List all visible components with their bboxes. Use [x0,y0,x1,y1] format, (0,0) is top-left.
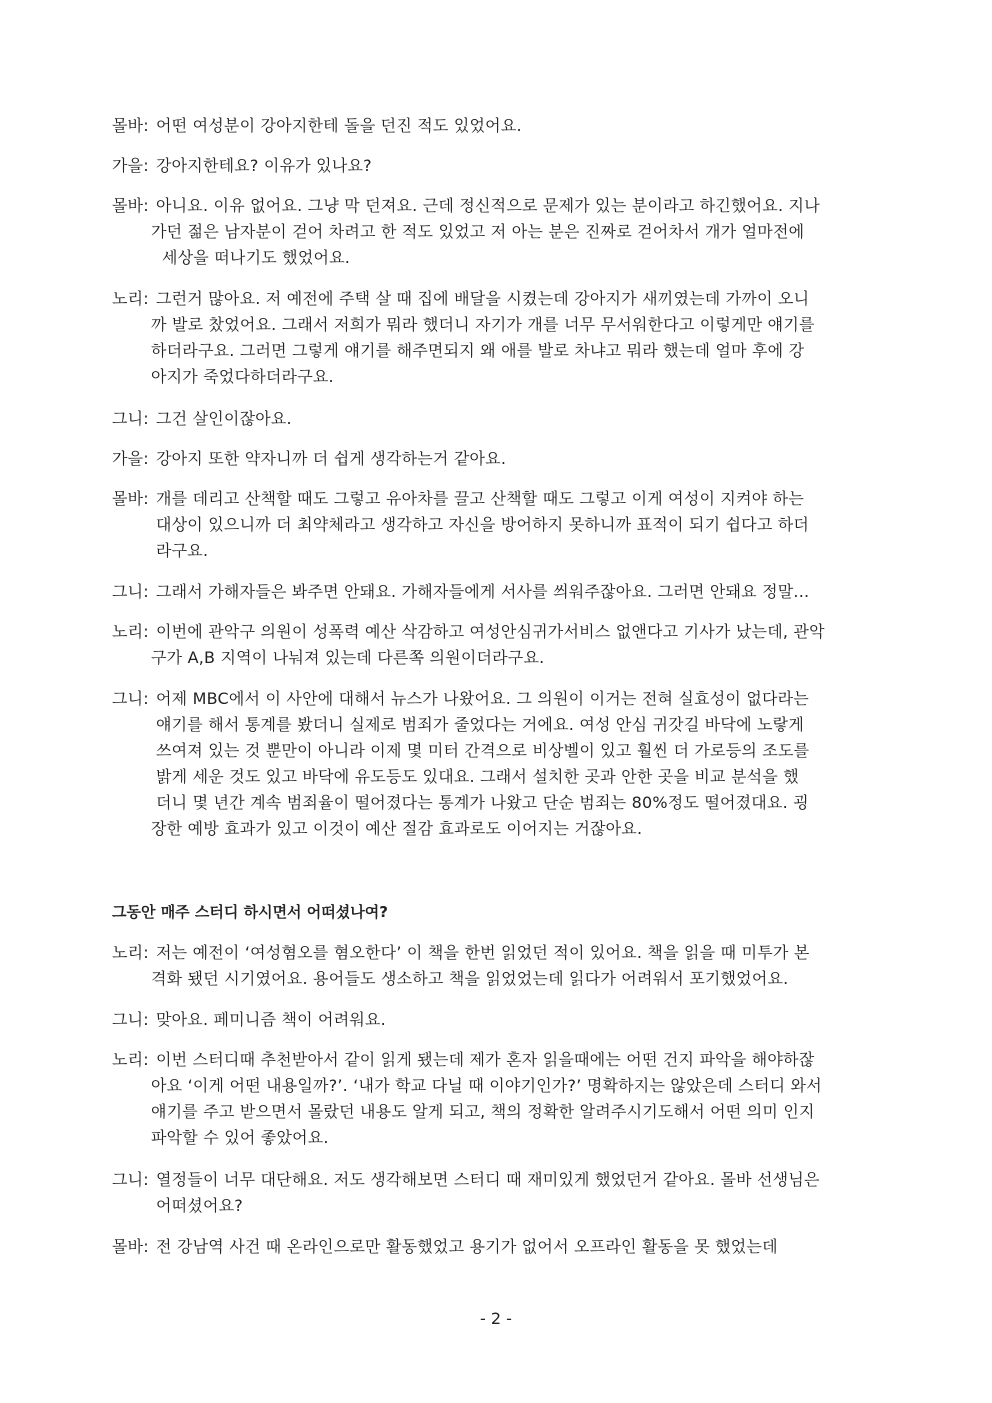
dialogue-line: 쓰여져 있는 것 뿐만이 아니라 이제 몇 미터 간격으로 비상벨이 있고 훨씬 더 가로등의 조도를 [156,741,810,760]
dialogue-line: 개를 데리고 산책할 때도 그렇고 유아차를 끌고 산책할 때도 그렇고 이게 여성이 지켜야 하는 [156,489,804,508]
dialogue-entry [112,579,892,605]
dialogue-entry [112,619,892,671]
dialogue-line: 저는 예전이 ‘여성혐오를 혐오한다’ 이 책을 한번 읽었던 적이 있어요. 책을 읽을 때 미투가 본 [156,943,810,962]
dialogue-entry [112,113,892,139]
dialogue-entry [112,446,892,472]
speaker-label: 가을: [112,449,149,468]
speaker-label: 노리: [112,289,149,308]
dialogue-line: 얘기를 주고 받으면서 몰랐던 내용도 알게 되고, 책의 정확한 알려주시기도해서 어떤 의미 인지 [151,1102,815,1121]
section-heading: 그동안 매주 스터디 하시면서 어떠셨나여? [112,903,388,921]
dialogue-line: 파악할 수 있어 좋았어요. [151,1128,329,1147]
dialogue-line: 더니 몇 년간 계속 범죄율이 떨어졌다는 통계가 나왔고 단순 범죄는 80%정도 떨어졌대요. 굉 [156,793,809,812]
dialogue-line: 아요 ‘이게 어떤 내용일까?’. ‘내가 학교 다닐 때 이야기인가?’ 명확하지는 않았은데 스터디 와서 [151,1076,822,1095]
dialogue-line: 어제 MBC에서 이 사안에 대해서 뉴스가 나왔어요. 그 의원이 이거는 전혀 실효성이 없다라는 [156,689,809,708]
dialogue-entry [112,1234,892,1260]
dialogue-entry [112,406,892,432]
dialogue-line: 장한 예방 효과가 있고 이것이 예산 절감 효과로도 이어지는 거잖아요. [151,819,643,838]
dialogue-entry [112,286,892,390]
dialogue-line: 구가 A,B 지역이 나눠져 있는데 다른쪽 의원이더라구요. [151,648,545,667]
dialogue-line: 아지가 죽었다하더라구요. [151,367,334,386]
dialogue-line: 그런거 많아요. 저 예전에 주택 살 때 집에 배달을 시켰는데 강아지가 새끼였는데 가까이 오니 [156,289,810,308]
dialogue-line: 가던 젊은 남자분이 걷어 차려고 한 적도 있었고 저 아는 분은 진짜로 걷어차서 개가 얼마전에 [151,222,805,241]
speaker-label: 몰바: [112,489,149,508]
dialogue-line: 아니요. 이유 없어요. 그냥 막 던져요. 근데 정신적으로 문제가 있는 분이라고 하긴했어요. 지나 [156,196,820,215]
page-number: - 2 - [480,1309,512,1328]
dialogue-entry [112,486,892,564]
dialogue-entry [112,153,892,179]
dialogue-line: 강아지한테요? 이유가 있나요? [156,156,372,175]
dialogue-line: 열정들이 너무 대단해요. 저도 생각해보면 스터디 때 재미있게 했었던거 같아요. 몰바 선생님은 [156,1170,820,1189]
dialogue-line: 어떠셨어요? [156,1196,243,1215]
dialogue-line: 어떤 여성분이 강아지한테 돌을 던진 적도 있었어요. [156,116,522,135]
speaker-label: 그니: [112,689,149,708]
speaker-label: 노리: [112,622,149,641]
dialogue-line: 밝게 세운 것도 있고 바닥에 유도등도 있대요. 그래서 설치한 곳과 안한 곳을 비교 분석을 했 [156,767,799,786]
dialogue-entry [112,686,892,842]
dialogue-line: 세상을 떠나기도 했었어요. [162,248,351,267]
speaker-label: 몰바: [112,196,149,215]
dialogue-line: 그래서 가해자들은 봐주면 안돼요. 가해자들에게 서사를 씌워주잖아요. 그러면 안돼요 정말... [156,582,810,601]
dialogue-line: 라구요. [156,541,209,560]
speaker-label: 그니: [112,409,149,428]
dialogue-line: 강아지 또한 약자니까 더 쉽게 생각하는거 같아요. [156,449,507,468]
speaker-label: 가을: [112,156,149,175]
dialogue-line: 전 강남역 사건 때 온라인으로만 활동했었고 용기가 없어서 오프라인 활동을 못 했었는데 [156,1237,778,1256]
speaker-label: 그니: [112,1170,149,1189]
speaker-label: 그니: [112,1010,149,1029]
dialogue-entry [112,1167,892,1219]
dialogue-line: 격화 됐던 시기였어요. 용어들도 생소하고 책을 읽었었는데 읽다가 어려워서 포기했었어요. [151,969,789,988]
dialogue-line: 맞아요. 페미니즘 책이 어려워요. [156,1010,386,1029]
dialogue-entry [112,193,892,271]
speaker-label: 노리: [112,1050,149,1069]
dialogue-line: 이번에 관악구 의원이 성폭력 예산 삭감하고 여성안심귀가서비스 없앤다고 기사가 났는데, 관악 [156,622,825,641]
dialogue-line: 까 발로 찼었어요. 그래서 저희가 뭐라 했더니 자기가 개를 너무 무서워한다고 이렇게만 얘기를 [151,315,815,334]
dialogue-entry [112,1007,892,1033]
dialogue-line: 이번 스터디때 추천받아서 같이 읽게 됐는데 제가 혼자 읽을때에는 어떤 건지 파악을 해야하잖 [156,1050,815,1069]
speaker-label: 몰바: [112,1237,149,1256]
dialogue-line: 하더라구요. 그러면 그렇게 얘기를 해주면되지 왜 애를 발로 차냐고 뭐라 했는데 얼마 후에 강 [151,341,805,360]
dialogue-entry [112,1047,892,1151]
speaker-label: 노리: [112,943,149,962]
speaker-label: 몰바: [112,116,149,135]
dialogue-line: 대상이 있으니까 더 최약체라고 생각하고 자신을 방어하지 못하니까 표적이 되기 쉽다고 하더 [156,515,810,534]
dialogue-line: 얘기를 해서 통계를 봤더니 실제로 범죄가 줄었다는 거에요. 여성 안심 귀갓길 바닥에 노랗게 [156,715,804,734]
dialogue-entry [112,940,892,992]
speaker-label: 그니: [112,582,149,601]
dialogue-line: 그건 살인이잖아요. [156,409,292,428]
